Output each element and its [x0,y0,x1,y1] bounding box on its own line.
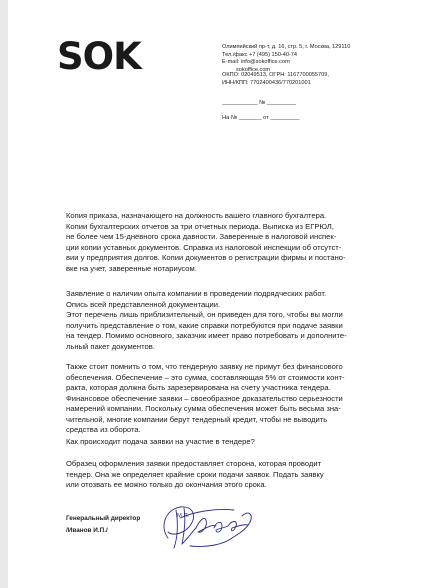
contacts-block [222,44,350,87]
body-paragraph-3 [66,362,388,436]
text-line: тендер. Она же определяет крайние сроки подачи заявок. Подать заявку [66,469,324,479]
reference-number-line: На № _______ от _________ [222,115,300,121]
text-line: на тендер. Помимо основного, заказчик имеет право потребовать и дополните- [66,331,347,340]
company-logo: SOK [57,35,141,78]
stamp-placeholder: М.П. [177,513,190,519]
signatory-title: Генеральный директор [66,515,141,522]
outgoing-number-line: ___________ № _________ [222,100,296,106]
body-paragraph-5 [66,459,388,491]
text-line: ции копии уставных документов. Справка из налоговой инспекции об отсутст- [66,242,342,252]
text-line: Как происходит подача заявки на участие в тендере? [66,437,255,446]
text-line: чительной, многие компании берут тендерный кредит, чтобы не выводить [66,414,328,424]
text-line: Образец оформления заявки предоставляет сторона, которая проводит [66,459,322,468]
contact-okpo: ОКПО: 02049513, ОГРН: 1167700055709, [222,71,329,78]
text-line: средства из оборота. [66,425,141,434]
body-paragraph-2 [66,289,388,352]
text-line: Копия приказа, назначающего на должность вашего главного бухгалтера. [66,211,327,220]
text-line: вии у предприятия долгов. Копии документов о регистрации фирмы и постано- [66,253,346,262]
text-line: Опись всей представленной документации. [66,299,221,309]
contact-inn: ИНН/КПП: 7702400436/770201001 [222,79,311,86]
text-line: намерений компании. Поскольку сумма обеспечения может быть весьма зна- [66,404,341,413]
text-line: обеспечения. Обеспечение – это сумма, составляющая 5% от стоимости конт- [66,372,345,382]
body-paragraph-1 [66,211,388,274]
signatory-name: /Иванов И.П./ [66,527,108,534]
letter-page [8,0,435,588]
contact-email: E-mail: info@sokoffice.com [222,59,290,66]
text-line: Финансовое обеспечение заявки – своеобразное доказательство серьезности [66,393,343,403]
text-line: Этот перечень лишь приблизительный, он приведен для того, чтобы вы могли [66,310,343,319]
text-line: или отозвать ее можно только до окончания этого срока. [66,480,267,489]
text-line: Заявление о наличии опыта компании в проведении подрядческих работ. [66,289,327,298]
contact-website: sokoffice.com [236,67,271,74]
contact-phone: Тел./факс +7 (495) 150-40-74 [222,51,298,58]
text-line: не более чем 15-дневного срока давности. Заверенные в налоговой инспек- [66,232,337,241]
body-question [66,437,388,448]
contact-address: Олимпийский пр-т, д. 16, стр. 5, г. Москва, 129110 [222,44,351,50]
text-line: Копии бухгалтерских отчетов за три отчетных периода. Выписка из ЕГРЮЛ, [66,221,334,231]
handwritten-signature [154,498,264,558]
signatory-block [66,513,140,537]
text-line: Также стоит помнить о том, что тендерную заявку не примут без финансового [66,362,343,371]
text-line: получить представление о том, какие справки потребуются при подаче заявки [66,320,343,330]
text-line: ракта, которая должна быть зарезервирована на счету участника тендера. [66,383,331,392]
text-line: льный пакет документов. [66,341,155,351]
text-line: вке на учет, заверенные нотариусом. [66,263,197,273]
